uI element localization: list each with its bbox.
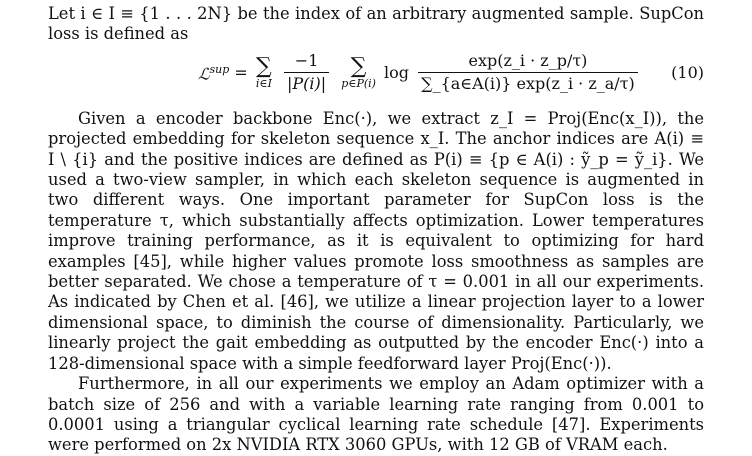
- method-paragraph: Given a encoder backbone Enc(·), we extract z_I = Proj(Enc(x_I)), the projected embedding for skeleton sequence x_I. The anchor indices are A(i) ≡ I \ {i} and the positive indices are defined as P(i) ≡ {p ∈ A(i) : ỹ_p = ỹ_i}. We used a two-view sampler, in which each skeleton sequence is augmented in two different ways. One important parameter for SupCon loss is the temperature τ, which substantially affects optimization. Lower temperatures improve training performance, as it is equivalent to optimizing for hard examples [45], while higher values promote loss smoothness as samples are better separated. We chose a temperature of τ = 0.001 in all our experiments. As indicated by Chen et al. [46], we utilize a linear projection layer to a lower dimensional space, to diminish the course of dimensionality. Particularly, we linearly project the gait embedding as outputted by the encoder Enc(·) into a 128-dimensional space with a simple feedforward layer Proj(Enc(·)).: [48, 108, 704, 373]
- training-paragraph: Furthermore, in all our experiments we employ an Adam optimizer with a batch size of 256 and with a variable learning rate ranging from 0.001 to 0.0001 using a triangular cyclical learning rate schedule [47]. Experiments were performed on 2x NVIDIA RTX 3060 GPUs, with 12 GB of VRAM each.: [48, 374, 704, 455]
- supcon-equation: [48, 45, 704, 109]
- similarity-fraction: $\frac{\exp(z\_i \cdot z\_p/\tau)}{\sum\_\{a\in A(i)\} \exp(z\_i \cdot z\_a/\tau)}$: [418, 51, 638, 95]
- equation-number: (10): [671, 62, 704, 82]
- equals-sign: =: [234, 62, 248, 82]
- outer-sum: ∑ i∈I: [255, 53, 272, 90]
- normalization-fraction: $\frac{-1}{|P(i)|}$: [284, 51, 329, 95]
- log-operator: log: [384, 62, 410, 82]
- equation-body: [198, 51, 642, 95]
- loss-symbol: ℒ$^{sup}$: [198, 63, 230, 84]
- intro-paragraph: Let i ∈ I ≡ {1 . . . 2N} be the index of an arbitrary augmented sample. SupCon loss is defined as: [48, 4, 704, 44]
- paper-page: [48, 4, 704, 456]
- inner-sum: ∑ p∈P(i): [341, 53, 376, 90]
